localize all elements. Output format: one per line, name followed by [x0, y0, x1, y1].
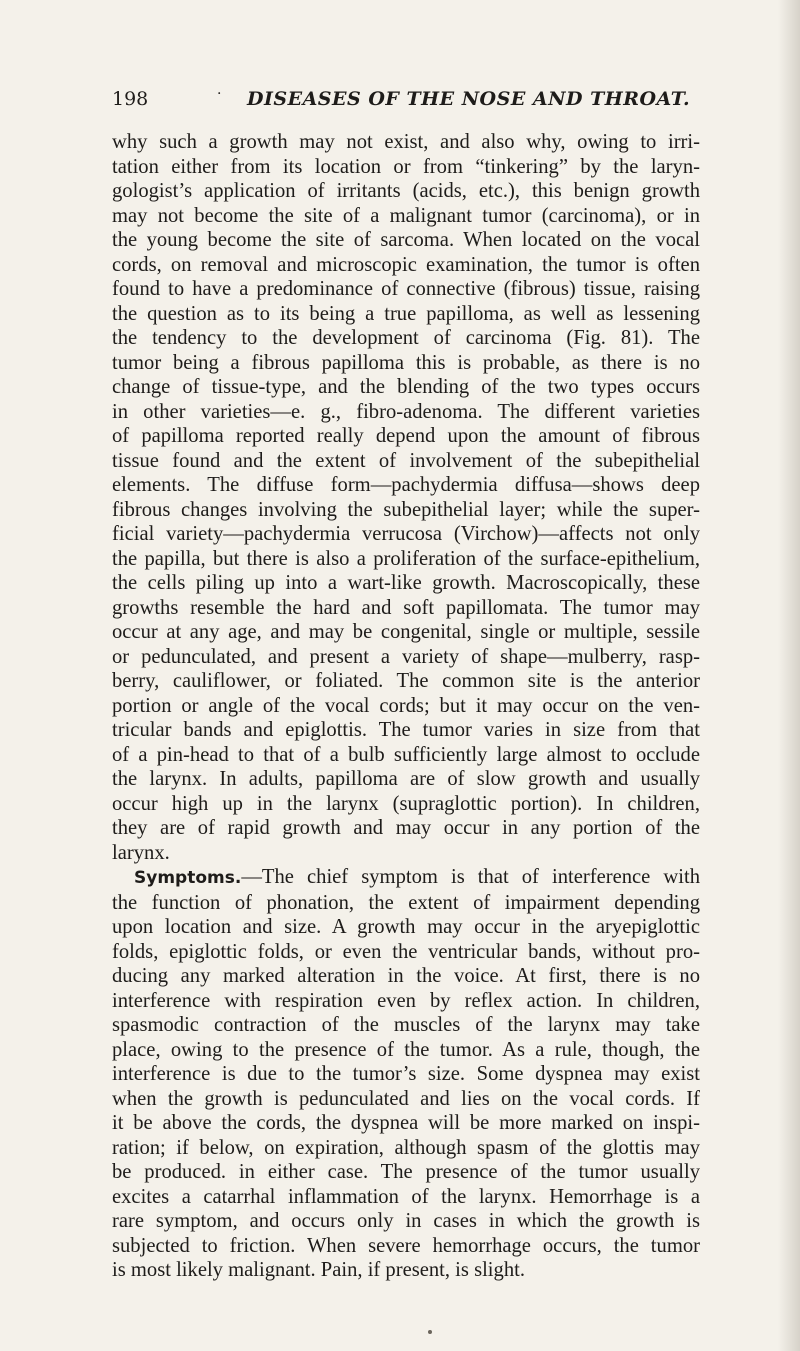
footer-dot: [428, 1330, 432, 1334]
text-line: the function of phonation, the extent of impairment depending: [112, 891, 700, 914]
text-line: gologist’s application of irritants (acids, etc.), this benign growth: [112, 180, 700, 202]
text-line: change of tissue-type, and the blending of the two types occurs: [112, 376, 700, 398]
text-line: the cells piling up into a wart-like growth. Macroscopically, these: [112, 572, 700, 594]
text-line: ducing any marked alteration in the voice. At first, there is no: [112, 965, 700, 987]
text-line: they are of rapid growth and may occur in any portion of the: [112, 817, 700, 839]
page-number: 198: [112, 88, 149, 110]
text-line: place, owing to the presence of the tumor. As a rule, though, the: [112, 1038, 700, 1061]
page-edge-shadow: [778, 0, 800, 1351]
text-line: tation either from its location or from “tinkering” by the laryn-: [112, 155, 700, 178]
text-line: the young become the site of sarcoma. When located on the vocal: [112, 229, 700, 251]
text-line: is most likely malignant. Pain, if present, is slight.: [112, 1259, 525, 1281]
text-line: subjected to friction. When severe hemorrhage occurs, the tumor: [112, 1234, 700, 1257]
text-line: portion or angle of the vocal cords; but it may occur on the ven-: [112, 694, 700, 717]
text-line: occur high up in the larynx (supraglottic portion). In children,: [112, 792, 700, 815]
symptoms-paragraph-start: [112, 865, 700, 891]
text-line: tissue found and the extent of involvement of the subepithelial: [112, 449, 700, 472]
text-line: excites a catarrhal inflammation of the larynx. Hemorrhage is a: [112, 1185, 700, 1208]
text-line: in other varieties—e. g., fibro-adenoma. The different varieties: [112, 400, 700, 423]
header-bullet: ·: [217, 86, 222, 102]
text-line: may not become the site of a malignant tumor (carcinoma), or in: [112, 204, 700, 227]
text-line: cords, on removal and microscopic examination, the tumor is often: [112, 253, 700, 276]
text-line: the question as to its being a true papilloma, as well as lessening: [112, 302, 700, 325]
text-line: larynx.: [112, 841, 170, 864]
text-line: found to have a predominance of connective (fibrous) tissue, raising: [112, 278, 700, 300]
text-line: when the growth is pedunculated and lies on the vocal cords. If: [112, 1087, 700, 1110]
text-line: folds, epiglottic folds, or even the ventricular bands, without pro-: [112, 940, 700, 963]
page-header: [112, 88, 712, 118]
text-line: of papilloma reported really depend upon the amount of fibrous: [112, 425, 700, 447]
text-line: interference is due to the tumor’s size. Some dyspnea may exist: [112, 1063, 700, 1085]
symptoms-first-line: —The chief symptom is that of interference with: [241, 866, 700, 888]
text-line: tumor being a fibrous papilloma this is probable, as there is no: [112, 351, 700, 374]
text-line: interference with respiration even by reflex action. In children,: [112, 989, 700, 1012]
text-line: growths resemble the hard and soft papillomata. The tumor may: [112, 596, 700, 619]
text-line: the papilla, but there is also a proliferation of the surface-epithelium,: [112, 547, 700, 570]
text-line: fibrous changes involving the subepithelial layer; while the super-: [112, 498, 700, 521]
text-line: elements. The diffuse form—pachydermia diffusa—shows deep: [112, 474, 700, 496]
text-line: the tendency to the development of carcinoma (Fig. 81). The: [112, 327, 700, 349]
running-title: DISEASES OF THE NOSE AND THROAT.: [247, 88, 691, 110]
text-line: rare symptom, and occurs only in cases in which the growth is: [112, 1210, 700, 1232]
text-line: why such a growth may not exist, and also why, owing to irri-: [112, 131, 700, 153]
text-line: upon location and size. A growth may occur in the aryepiglottic: [112, 916, 700, 938]
symptoms-heading: Symptoms.: [134, 868, 242, 888]
text-line: occur at any age, and may be congenital, single or multiple, sessile: [112, 621, 700, 643]
text-line: berry, cauliflower, or foliated. The common site is the anterior: [112, 670, 700, 692]
text-line: be produced. in either case. The presence of the tumor usually: [112, 1161, 700, 1183]
text-line: the larynx. In adults, papilloma are of slow growth and usually: [112, 768, 700, 790]
text-line: ration; if below, on expiration, although spasm of the glottis may: [112, 1136, 700, 1159]
text-line: of a pin-head to that of a bulb sufficiently large almost to occlude: [112, 743, 700, 766]
text-line: ficial variety—pachydermia verrucosa (Virchow)—affects not only: [112, 523, 700, 545]
text-line: spasmodic contraction of the muscles of the larynx may take: [112, 1014, 700, 1036]
text-line: or pedunculated, and present a variety of shape—mulberry, rasp-: [112, 645, 700, 668]
body-text: [112, 130, 700, 1283]
text-line: it be above the cords, the dyspnea will be more marked on inspi-: [112, 1112, 700, 1134]
text-line: tricular bands and epiglottis. The tumor varies in size from that: [112, 719, 700, 741]
